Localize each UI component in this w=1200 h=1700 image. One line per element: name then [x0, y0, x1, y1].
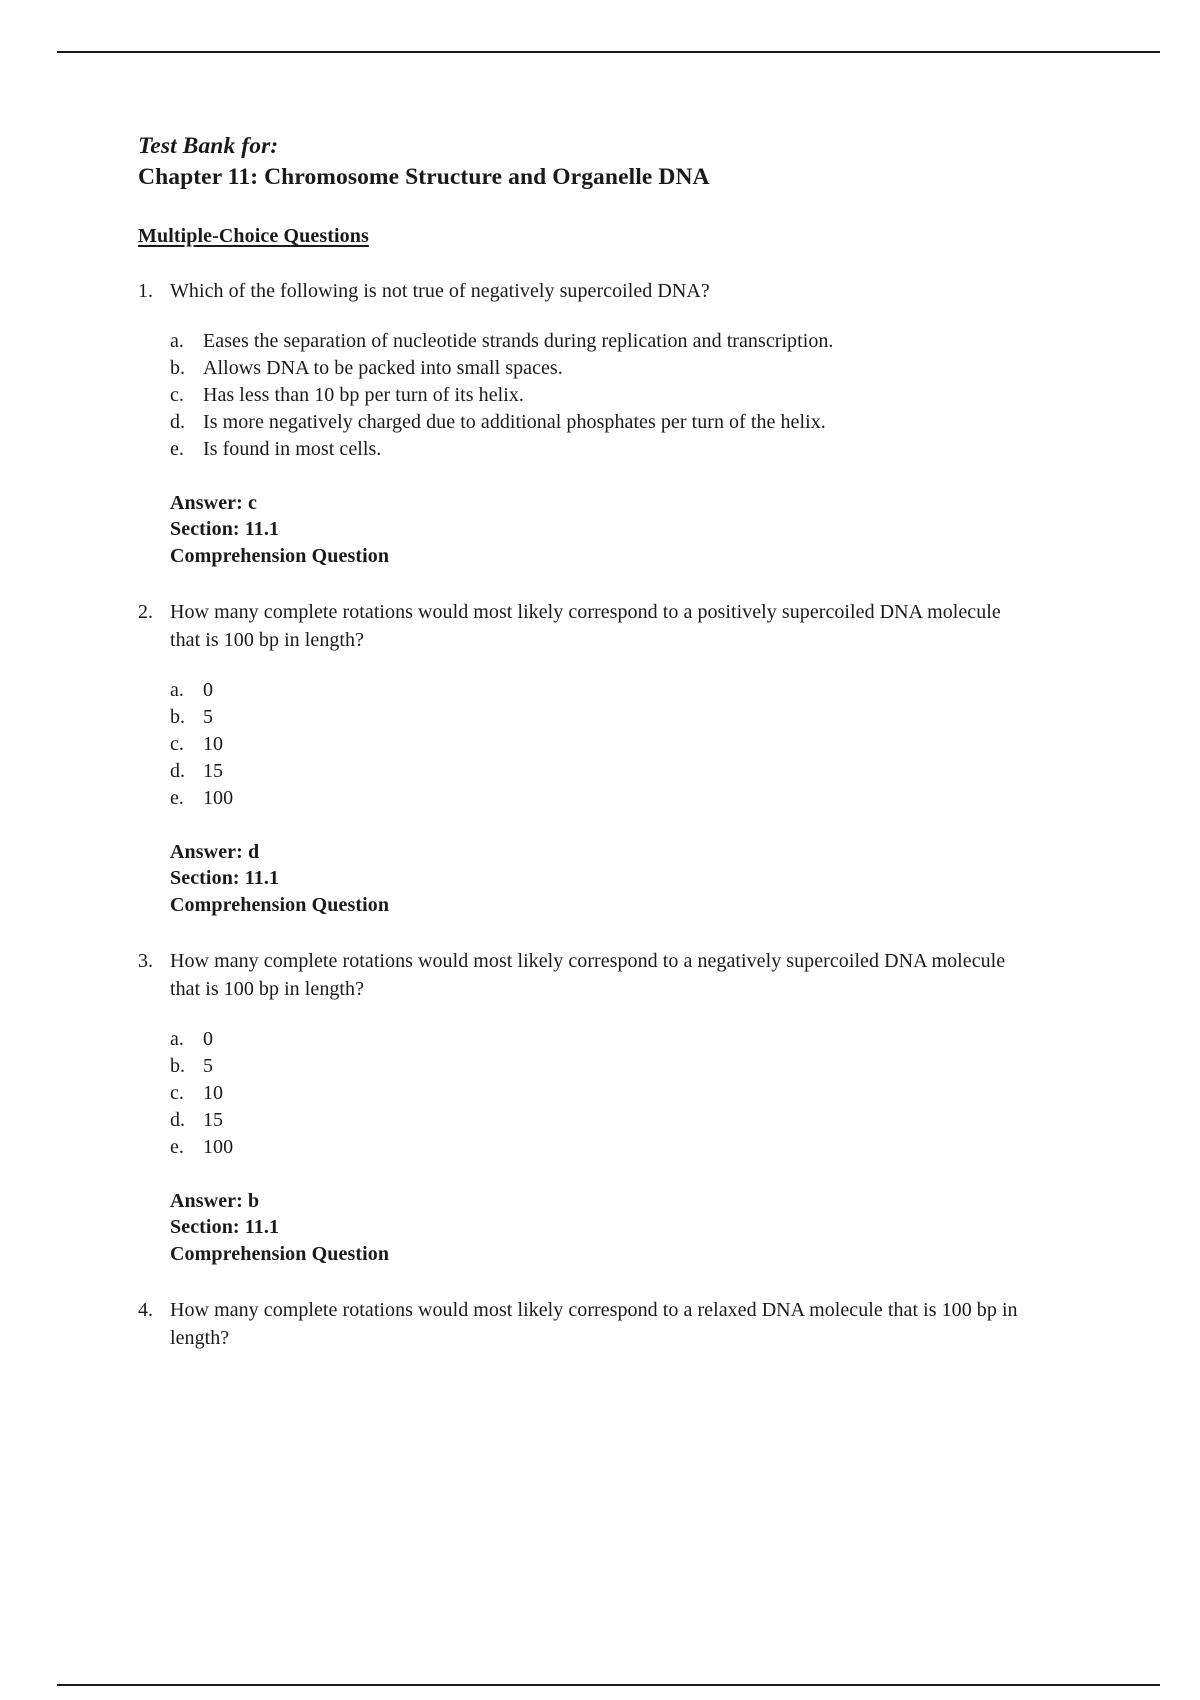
option-item[interactable]: [170, 758, 1018, 785]
option-text: Allows DNA to be packed into small spaces.: [203, 356, 563, 379]
question-text: Which of the following is not true of negatively supercoiled DNA?: [170, 280, 710, 303]
option-item[interactable]: [170, 1053, 1018, 1080]
question-type-line: Comprehension Question: [170, 544, 390, 567]
option-list: [170, 328, 1018, 463]
question-number: 1.: [138, 280, 153, 303]
question-block: [138, 278, 1018, 569]
option-item[interactable]: [170, 328, 1018, 355]
question-number: 3.: [138, 950, 153, 973]
answer-line: Answer: c: [170, 491, 257, 514]
question-text: How many complete rotations would most likely correspond to a negatively supercoiled DNA molecule that is 100 bp in length?: [170, 950, 1006, 1000]
option-item[interactable]: [170, 731, 1018, 758]
option-item[interactable]: [170, 1080, 1018, 1107]
option-text: 10: [203, 732, 224, 755]
option-item[interactable]: [170, 409, 1018, 436]
answer-meta-block: [170, 1188, 1018, 1268]
option-text: Eases the separation of nucleotide strands during replication and transcription.: [203, 329, 834, 352]
option-item[interactable]: [170, 785, 1018, 812]
header-rule: [57, 51, 1160, 53]
option-text: 0: [203, 1027, 214, 1050]
option-letter: e.: [170, 437, 184, 460]
question-number: 2.: [138, 601, 153, 624]
answer-meta-block: [170, 490, 1018, 570]
question-block: [138, 948, 1018, 1267]
option-letter: d.: [170, 759, 185, 782]
question-row: [138, 948, 1018, 1003]
option-text: Has less than 10 bp per turn of its helix.: [203, 383, 524, 406]
footer-rule: [57, 1684, 1160, 1686]
option-letter: c.: [170, 732, 184, 755]
option-text: 15: [203, 1108, 224, 1131]
section-heading: Multiple-Choice Questions: [138, 225, 369, 248]
option-letter: e.: [170, 1135, 184, 1158]
option-list: [170, 1026, 1018, 1161]
option-text: 5: [203, 1054, 214, 1077]
option-item[interactable]: [170, 677, 1018, 704]
answer-line: Answer: b: [170, 1189, 260, 1212]
section-line: Section: 11.1: [170, 867, 280, 890]
option-text: Is more negatively charged due to additional phosphates per turn of the helix.: [203, 410, 826, 433]
option-item[interactable]: [170, 704, 1018, 731]
option-item[interactable]: [170, 1026, 1018, 1053]
option-letter: b.: [170, 705, 185, 728]
question-block: [138, 599, 1018, 918]
option-item[interactable]: [170, 355, 1018, 382]
answer-line: Answer: d: [170, 840, 260, 863]
option-letter: a.: [170, 678, 184, 701]
option-letter: c.: [170, 383, 184, 406]
question-row: [138, 599, 1018, 654]
option-text: 10: [203, 1081, 224, 1104]
question-row: [138, 278, 1018, 306]
page-title-prefix: Test Bank for:: [138, 133, 279, 159]
option-letter: a.: [170, 1027, 184, 1050]
option-text: Is found in most cells.: [203, 437, 382, 460]
question-text: How many complete rotations would most likely correspond to a relaxed DNA molecule that is 100 bp in length?: [170, 1299, 1018, 1349]
option-text: 100: [203, 1135, 234, 1158]
section-line: Section: 11.1: [170, 1216, 280, 1239]
option-list: [170, 677, 1018, 812]
question-row: [138, 1297, 1018, 1352]
option-letter: a.: [170, 329, 184, 352]
option-letter: e.: [170, 786, 184, 809]
question-type-line: Comprehension Question: [170, 893, 390, 916]
option-item[interactable]: [170, 1107, 1018, 1134]
option-text: 15: [203, 759, 224, 782]
option-letter: b.: [170, 356, 185, 379]
option-text: 0: [203, 678, 214, 701]
question-type-line: Comprehension Question: [170, 1242, 390, 1265]
section-line: Section: 11.1: [170, 518, 280, 541]
document-content: [138, 131, 1018, 1353]
question-text: How many complete rotations would most likely correspond to a positively supercoiled DNA molecule that is 100 bp in length?: [170, 601, 1001, 651]
option-text: 5: [203, 705, 214, 728]
page-title: Chapter 11: Chromosome Structure and Organelle DNA: [138, 164, 710, 191]
question-block: [138, 1297, 1018, 1352]
option-item[interactable]: [170, 436, 1018, 463]
option-text: 100: [203, 786, 234, 809]
option-item[interactable]: [170, 382, 1018, 409]
answer-meta-block: [170, 839, 1018, 919]
option-item[interactable]: [170, 1134, 1018, 1161]
option-letter: d.: [170, 1108, 185, 1131]
question-number: 4.: [138, 1299, 153, 1322]
option-letter: d.: [170, 410, 185, 433]
option-letter: b.: [170, 1054, 185, 1077]
option-letter: c.: [170, 1081, 184, 1104]
